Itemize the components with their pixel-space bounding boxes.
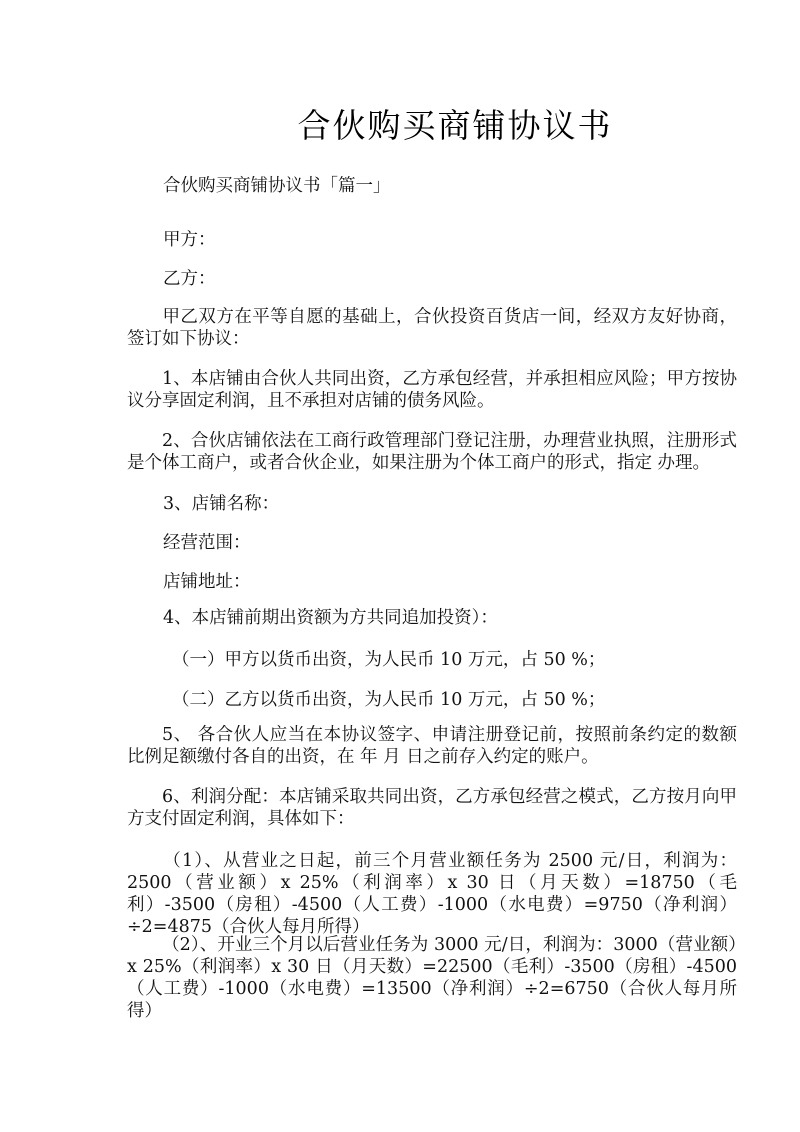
intro-text: 甲乙双方在平等自愿的基础上，合伙投资百货店一间，经双方友好协商，签订如下协议： bbox=[127, 307, 737, 349]
intro-paragraph bbox=[127, 306, 737, 350]
clause-1-text: 1、本店铺由合伙人共同出资，乙方承包经营，并承担相应风险；甲方按协议分享固定利润，且不承担对店铺的债务风险。 bbox=[127, 369, 737, 411]
clause-5-text: 5、 各合伙人应当在本协议签字、申请注册登记前，按照前条约定的数额比例足额缴付各自的出资，在 年 月 日之前存入约定的账户。 bbox=[127, 725, 737, 767]
clause-6-text: 6、利润分配：本店铺采取共同出资，乙方承包经营之模式，乙方按月向甲方支付固定利润，具体如下： bbox=[127, 787, 737, 829]
shop-address-label: 店铺地址： bbox=[163, 572, 251, 592]
party-b-label: 乙方： bbox=[163, 269, 216, 289]
clause-4-party-a-contribution: （一）甲方以货币出资，为人民币 10 万元，占 50 %； bbox=[172, 650, 606, 670]
document-subtitle: 合伙购买商铺协议书「篇一」 bbox=[163, 176, 391, 196]
clause-3-shop-name: 3、店铺名称： bbox=[163, 494, 280, 514]
document-title: 合伙购买商铺协议书 bbox=[297, 106, 613, 145]
party-a-label: 甲方： bbox=[163, 230, 216, 250]
clause-6-item-2 bbox=[127, 934, 737, 1022]
clause-1 bbox=[127, 368, 737, 412]
clause-2 bbox=[127, 430, 737, 474]
clause-6 bbox=[127, 786, 737, 830]
clause-6-item-1 bbox=[127, 850, 737, 938]
clause-6-item-2-text: （2）、开业三个月以后营业任务为 3000 元/日，利润为：3000（营业额）x 25%（利润率）x 30 日（月天数）=22500（毛利）-3500（房租）-4500（人工费）-1000（水电费）=13500（净利润）÷2=6750（合伙人每月所得） bbox=[127, 935, 737, 1021]
business-scope-label: 经营范围： bbox=[163, 533, 251, 553]
clause-4: 4、本店铺前期出资额为方共同追加投资）： bbox=[163, 608, 498, 628]
clause-2-text: 2、合伙店铺依法在工商行政管理部门登记注册，办理营业执照，注册形式是个体工商户，或者合伙企业，如果注册为个体工商户的形式，指定 办理。 bbox=[127, 431, 737, 473]
clause-5 bbox=[127, 724, 737, 768]
clause-4-party-b-contribution: （二）乙方以货币出资，为人民币 10 万元，占 50 %； bbox=[172, 690, 606, 710]
clause-6-item-1-text: （1）、从营业之日起，前三个月营业额任务为 2500 元/日，利润为：2500（营业额）x 25%（利润率）x 30 日（月天数）=18750（毛利）-3500（房租）-4500（人工费）-1000（水电费）=9750（净利润）÷2=4875（合伙人每月所得） bbox=[127, 851, 737, 937]
